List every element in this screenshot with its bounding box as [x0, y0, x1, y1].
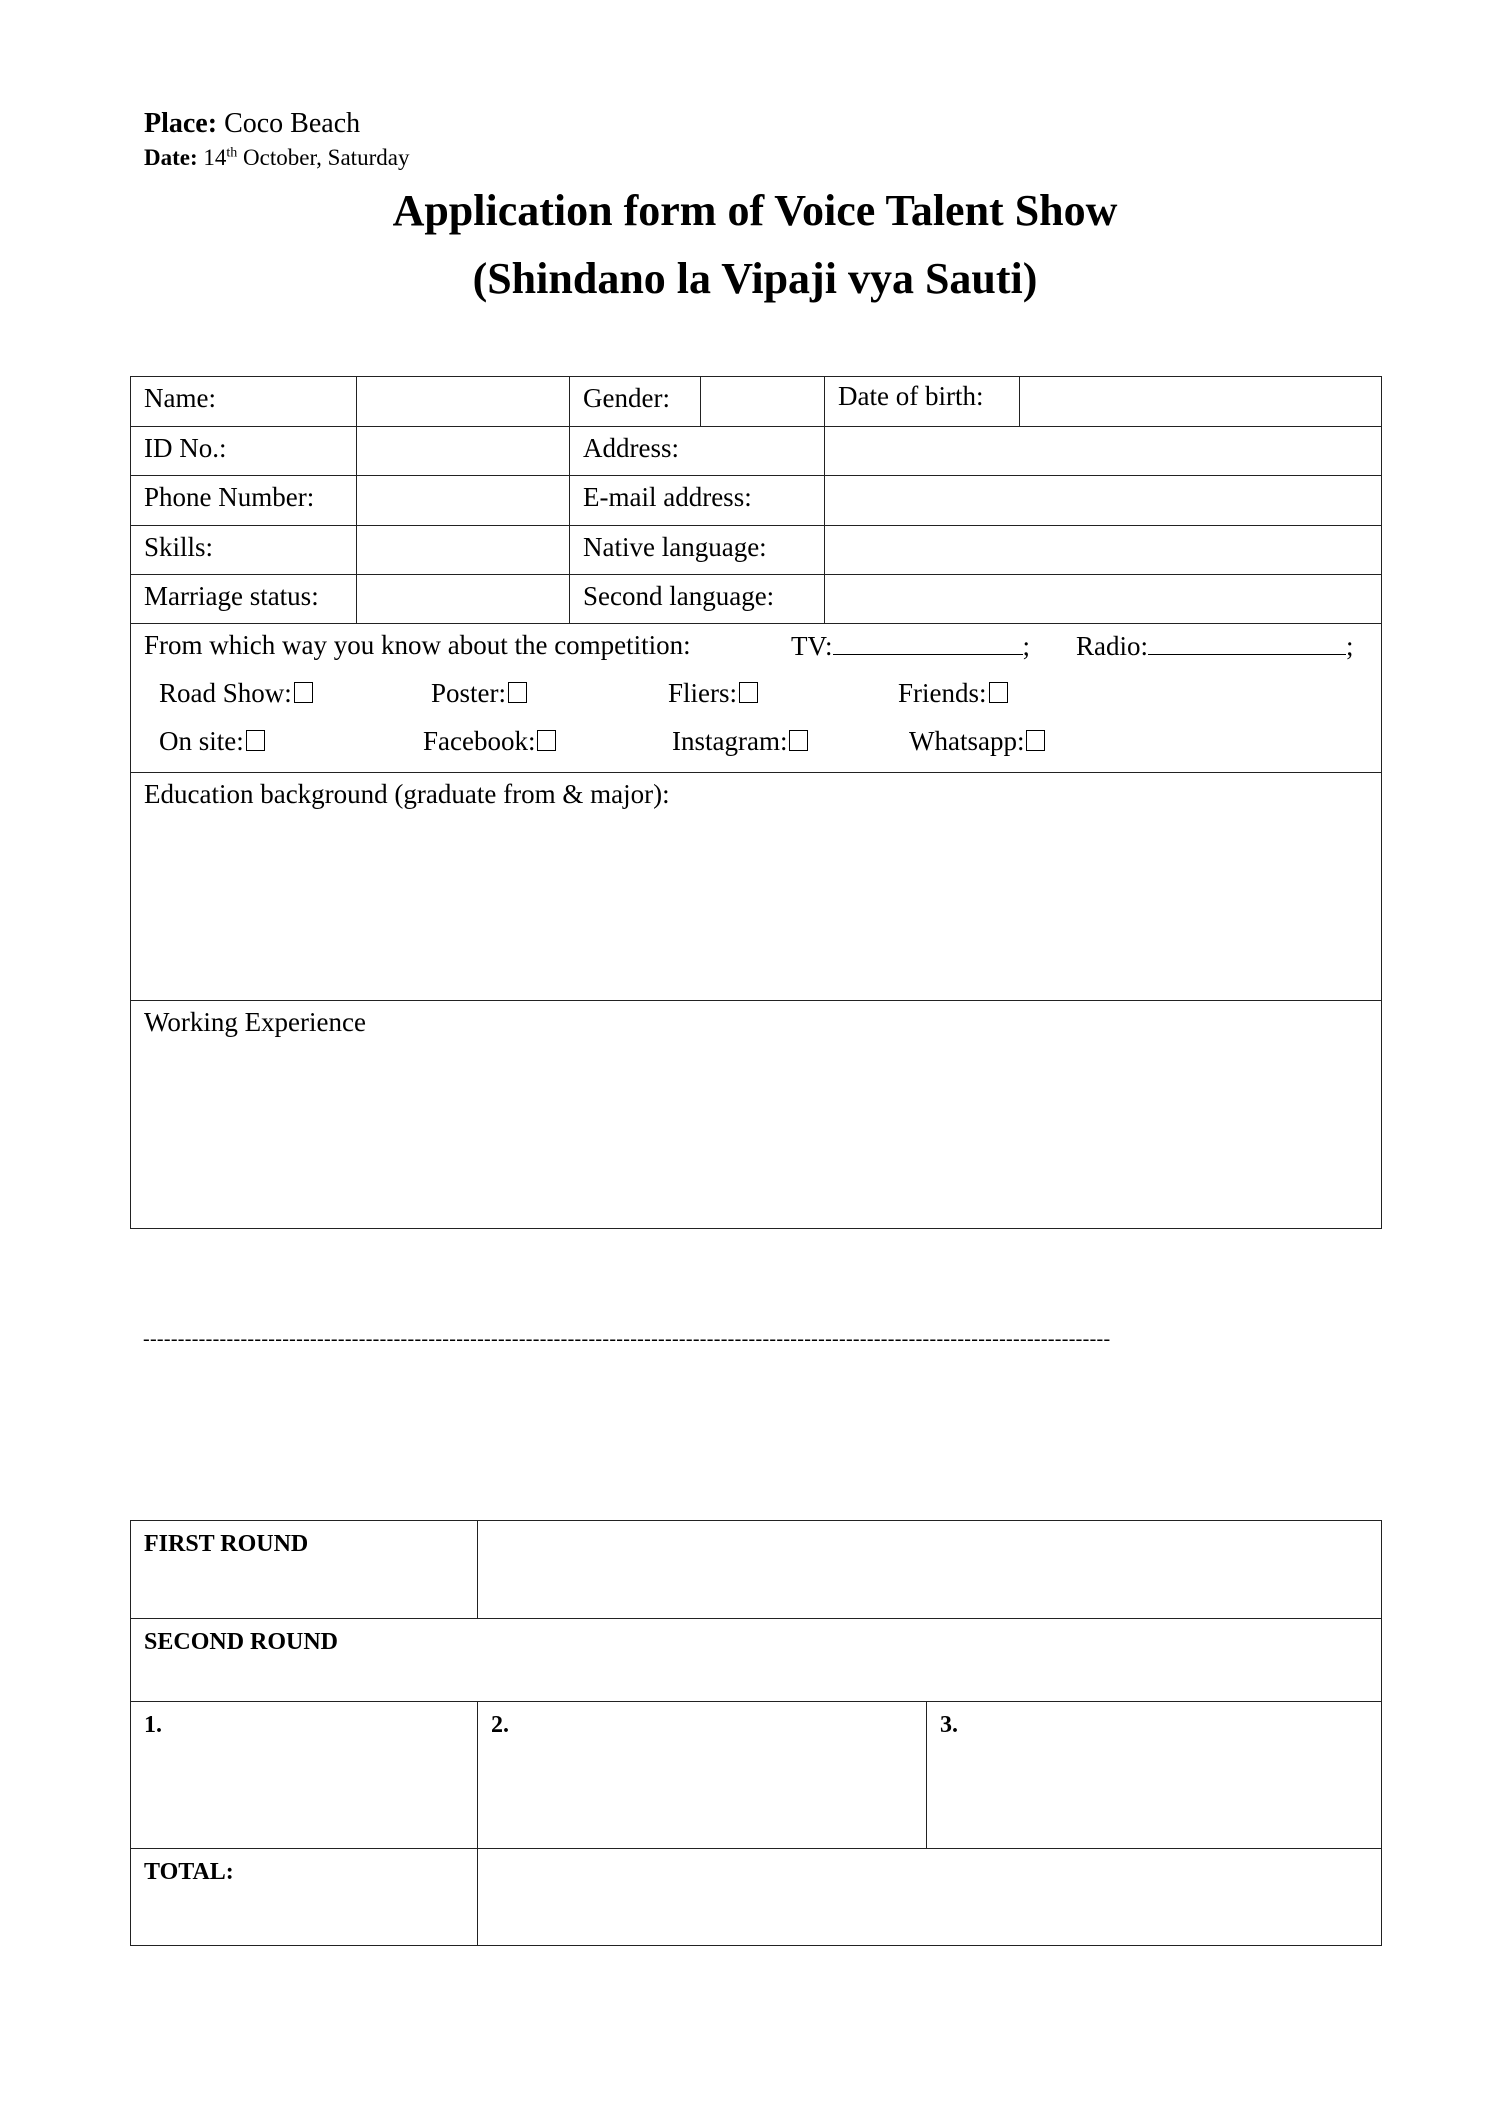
radio-option[interactable]	[1076, 630, 1354, 662]
name-field[interactable]	[356, 376, 570, 427]
option-label: Friends:	[898, 678, 987, 708]
experience-field[interactable]	[130, 1000, 1382, 1229]
address-field[interactable]	[824, 426, 1382, 476]
option-whatsapp[interactable]	[909, 726, 1045, 757]
page-subtitle: (Shindano la Vipaji vya Sauti)	[472, 254, 1038, 303]
place-line	[144, 108, 360, 140]
checkbox-icon[interactable]	[537, 730, 556, 751]
checkbox-icon[interactable]	[789, 730, 808, 751]
dob-field[interactable]	[1019, 376, 1382, 427]
gender-field[interactable]	[700, 376, 825, 427]
source-question: From which way you know about the competition:	[144, 630, 691, 660]
option-road-show[interactable]	[159, 678, 313, 709]
id-field[interactable]	[356, 426, 570, 476]
email-field[interactable]	[824, 475, 1382, 526]
date-rest: October, Saturday	[243, 145, 410, 170]
date-day: 14	[203, 145, 227, 170]
radio-blank[interactable]	[1148, 630, 1346, 655]
experience-label: Working Experience	[144, 1007, 366, 1037]
second-round-label: SECOND ROUND	[130, 1618, 1382, 1702]
date-line	[144, 145, 409, 171]
date-suffix: th	[226, 145, 238, 161]
skills-field[interactable]	[356, 525, 570, 575]
cut-line: -------------------------------------------------------------------------------------------------------------------------------------------	[143, 1328, 1111, 1350]
marriage-status-field[interactable]	[356, 574, 570, 624]
checkbox-icon[interactable]	[508, 682, 527, 703]
email-label: E-mail address:	[569, 475, 825, 526]
radio-label: Radio:	[1076, 631, 1148, 661]
place-value: Coco Beach	[224, 108, 361, 139]
marriage-status-label: Marriage status:	[130, 574, 357, 624]
judge-2-field[interactable]: 2.	[477, 1701, 927, 1849]
phone-label: Phone Number:	[130, 475, 357, 526]
education-label: Education background (graduate from & major):	[144, 779, 670, 809]
education-field[interactable]	[130, 772, 1382, 1001]
option-label: Poster:	[431, 678, 507, 708]
option-on-site[interactable]	[159, 726, 265, 757]
option-label: Whatsapp:	[909, 726, 1025, 756]
option-facebook[interactable]	[423, 726, 556, 757]
dob-label: Date of birth:	[824, 376, 1020, 427]
address-label: Address:	[569, 426, 825, 476]
name-label: Name:	[130, 376, 357, 427]
option-instagram[interactable]	[672, 726, 808, 757]
total-label: TOTAL:	[130, 1848, 478, 1946]
checkbox-icon[interactable]	[989, 682, 1008, 703]
second-language-field[interactable]	[824, 574, 1382, 624]
phone-field[interactable]	[356, 475, 570, 526]
gender-label: Gender:	[569, 376, 701, 427]
native-language-label: Native language:	[569, 525, 825, 575]
page-title: Application form of Voice Talent Show	[392, 186, 1118, 235]
first-round-field[interactable]	[477, 1520, 1382, 1619]
option-label: Fliers:	[668, 678, 738, 708]
option-poster[interactable]	[431, 678, 527, 709]
option-label: Instagram:	[672, 726, 788, 756]
checkbox-icon[interactable]	[1026, 730, 1045, 751]
option-friends[interactable]	[898, 678, 1008, 709]
checkbox-icon[interactable]	[246, 730, 265, 751]
tv-label: TV:	[791, 631, 833, 661]
date-label: Date:	[144, 145, 198, 170]
judge-3-field[interactable]: 3.	[926, 1701, 1382, 1849]
second-language-label: Second language:	[569, 574, 825, 624]
checkbox-icon[interactable]	[739, 682, 758, 703]
native-language-field[interactable]	[824, 525, 1382, 575]
id-label: ID No.:	[130, 426, 357, 476]
tv-option[interactable]	[791, 630, 1030, 662]
source-section	[130, 623, 1382, 773]
radio-semicolon: ;	[1346, 631, 1354, 661]
tv-blank[interactable]	[833, 630, 1023, 655]
checkbox-icon[interactable]	[294, 682, 313, 703]
tv-semicolon: ;	[1022, 631, 1031, 661]
judge-1-field[interactable]: 1.	[130, 1701, 478, 1849]
first-round-label: FIRST ROUND	[130, 1520, 478, 1619]
option-label: Road Show:	[159, 678, 292, 708]
option-fliers[interactable]	[668, 678, 758, 709]
place-label: Place:	[144, 108, 218, 139]
option-label: On site:	[159, 726, 244, 756]
total-field[interactable]	[477, 1848, 1382, 1946]
skills-label: Skills:	[130, 525, 357, 575]
option-label: Facebook:	[423, 726, 536, 756]
